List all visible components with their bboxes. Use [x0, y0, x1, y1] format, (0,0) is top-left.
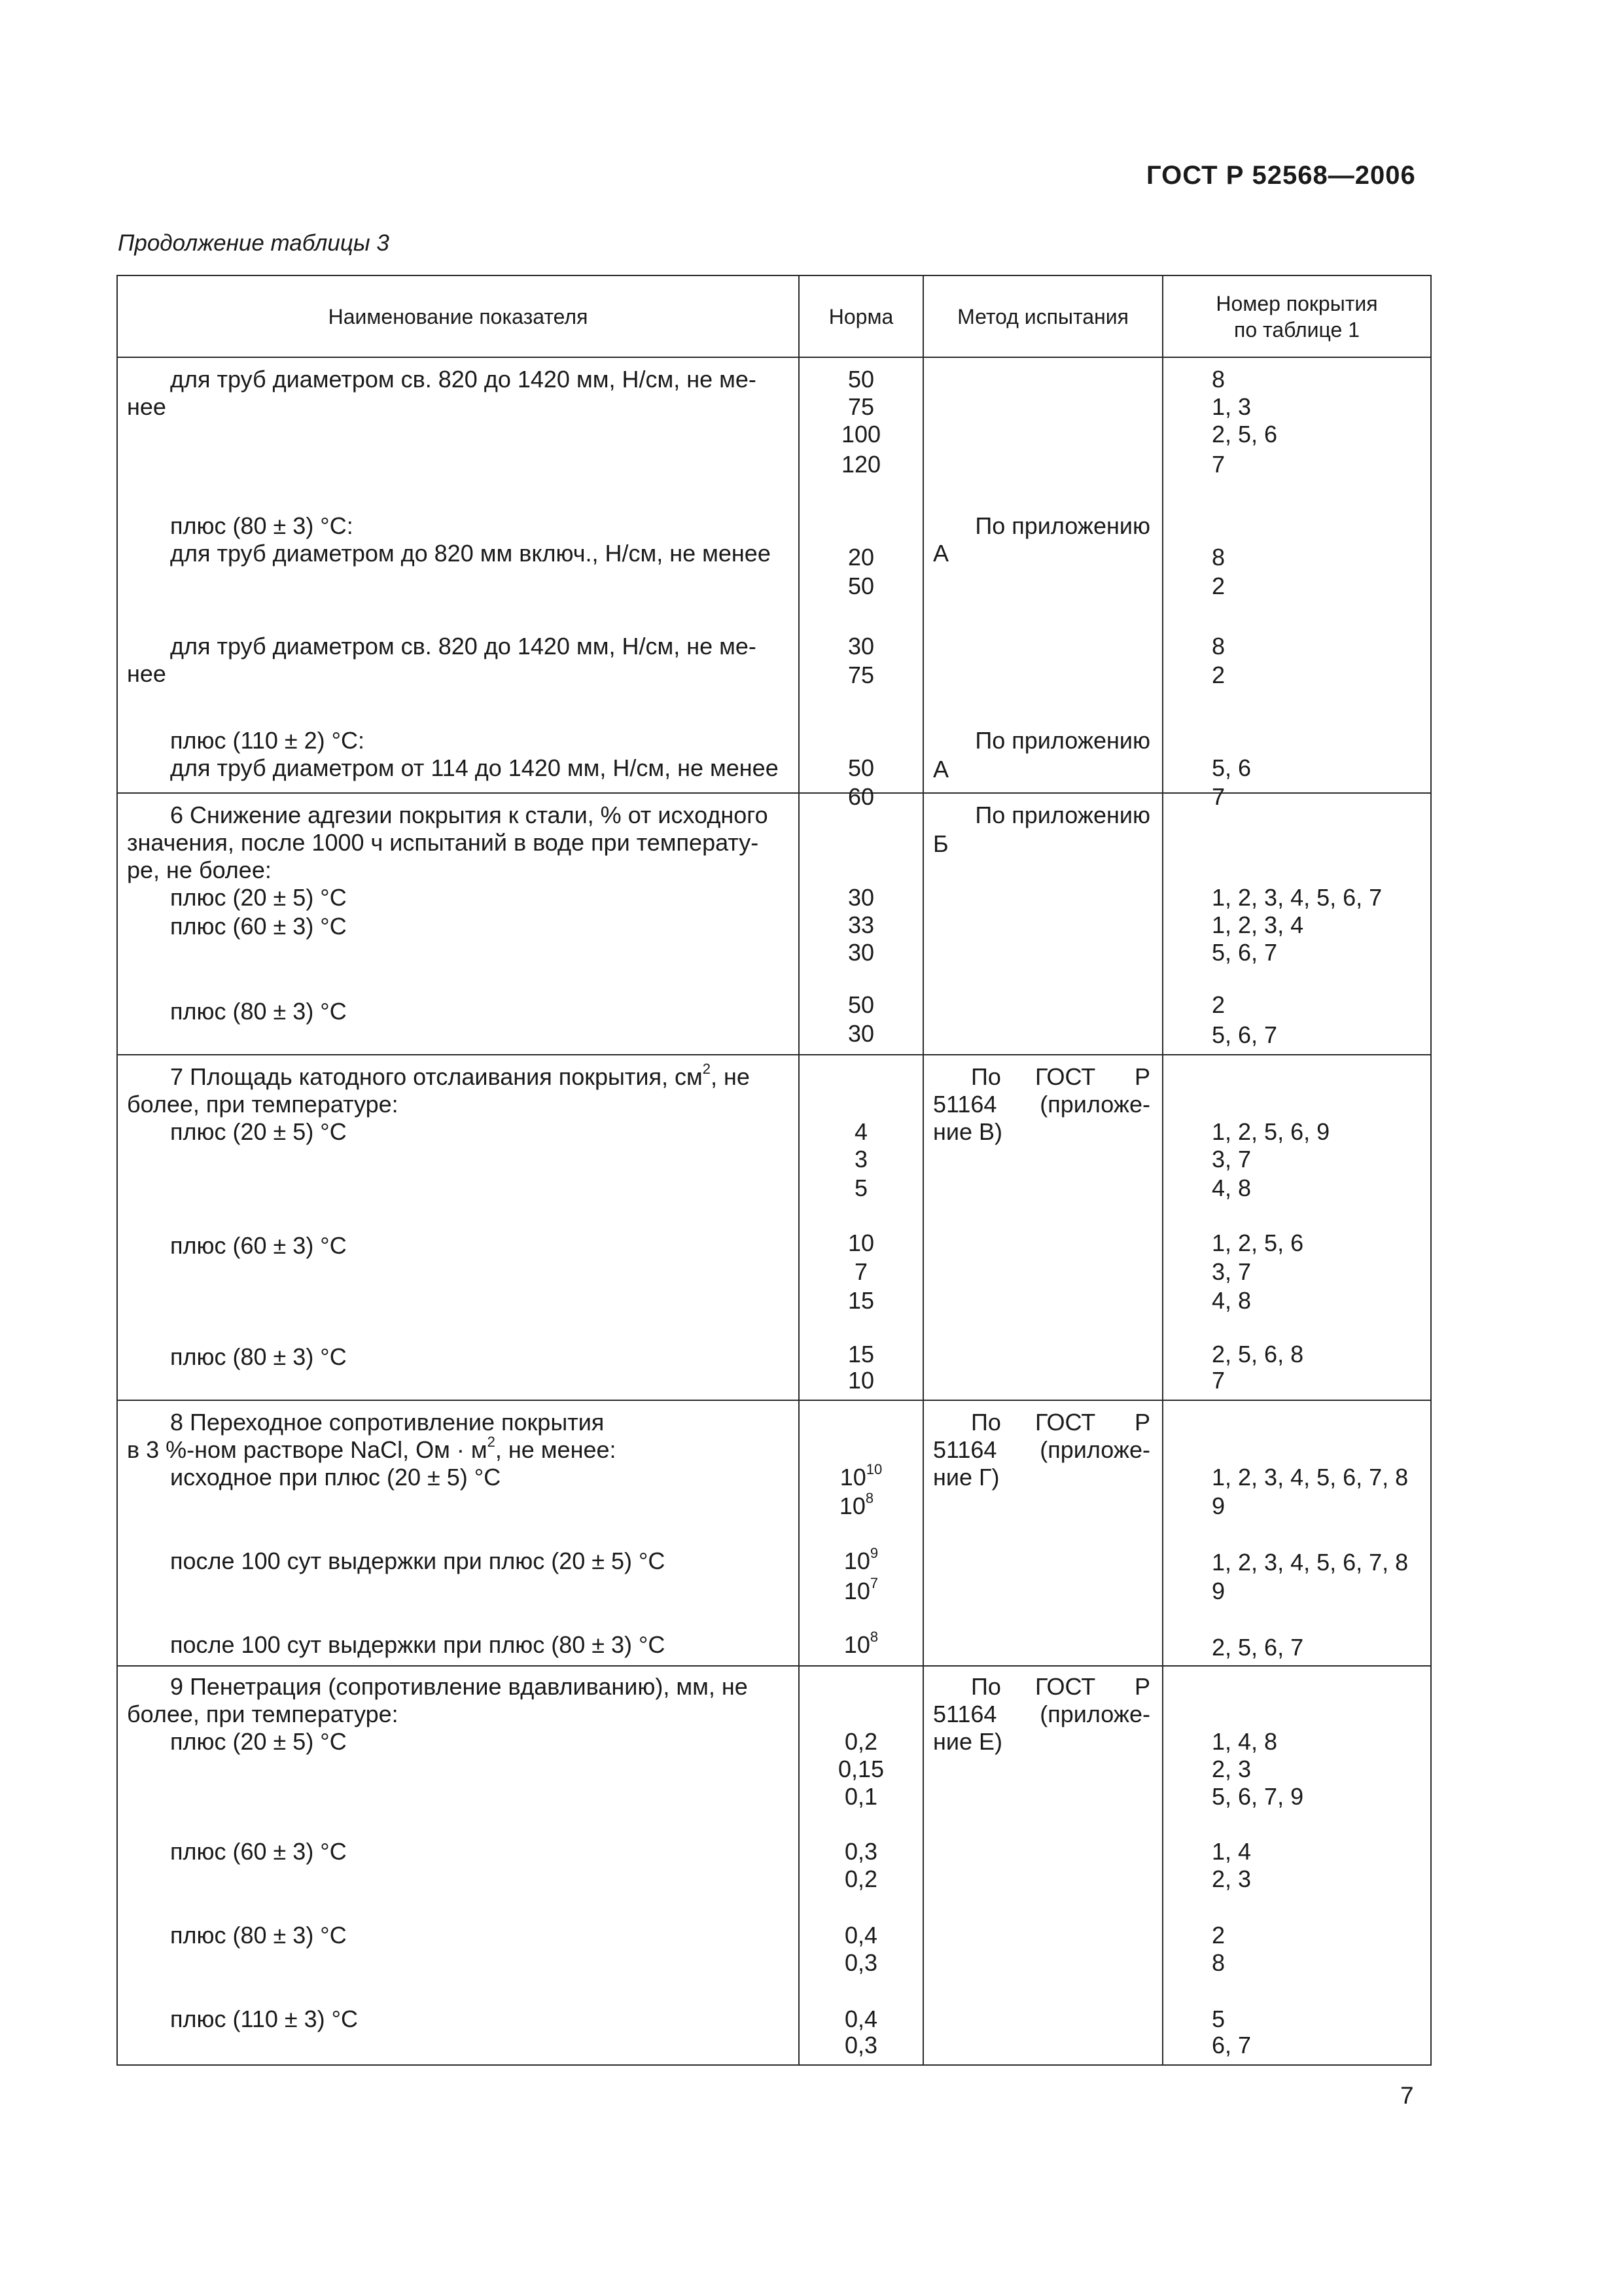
row-coating-cell: [1163, 357, 1431, 810]
norm-value: $10^8$: [839, 1490, 874, 1519]
norm-value: 20: [847, 544, 875, 571]
row-method-cell: [923, 1055, 1163, 1400]
name-line: для труб диаметром до 820 мм включ., Н/см, не менее: [170, 540, 771, 567]
method-text: ГОСТ: [1035, 1409, 1096, 1436]
name-line: 7 Площадь катодного отслаивания покрытия, $см^2$, не: [170, 1061, 750, 1090]
coating-value: 6, 7: [1212, 2032, 1252, 2058]
norm-value: 33: [847, 911, 875, 938]
row-name-cell: [117, 357, 799, 793]
requirements-table: [116, 275, 1432, 2066]
norm-value: $10^8$: [843, 1629, 879, 1658]
method-text: 51164: [933, 1091, 997, 1118]
norm-value: 0,2: [844, 1865, 878, 1892]
page-number: 7: [1400, 2082, 1414, 2109]
name-line: плюс (60 ± 3) °С: [170, 1232, 347, 1259]
norm-value: 10: [847, 1367, 875, 1394]
table-row: [117, 1400, 1431, 1666]
table-row: [117, 357, 1431, 793]
norm-value: 0,4: [844, 2005, 878, 2032]
name-line: 9 Пенетрация (сопротивление вдавливанию), мм, не: [170, 1673, 748, 1700]
norm-value: 0,2: [844, 1728, 878, 1755]
name-line: нее: [127, 660, 166, 687]
coating-value: 2: [1212, 991, 1226, 1018]
row-coating-cell: [1163, 1666, 1431, 2065]
row-name-cell: [117, 1400, 799, 1666]
header-name: Наименование показателя: [117, 275, 799, 357]
norm-value: 50: [847, 366, 875, 393]
name-line: плюс (110 ± 2) °С:: [170, 727, 365, 754]
coating-value: 7: [1212, 783, 1226, 810]
norm-value: 15: [847, 1287, 875, 1314]
method-text: По приложению: [975, 512, 1150, 539]
coating-value: 3, 7: [1212, 1146, 1252, 1173]
header-coating-line1: Номер покрытия: [1216, 291, 1378, 315]
norm-value: 4: [854, 1118, 868, 1145]
coating-value: 5: [1212, 2005, 1226, 2032]
name-line: плюс (20 ± 5) °С: [170, 1118, 347, 1145]
row-norm-cell: [799, 1055, 923, 1400]
norm-value: 0,15: [838, 1756, 885, 1782]
norm-value: 75: [847, 662, 875, 688]
name-line: плюс (110 ± 3) °С: [170, 2005, 359, 2032]
row-norm-cell: [799, 1666, 923, 2065]
norm-value: 50: [847, 754, 875, 781]
header-coating: [1163, 275, 1431, 357]
method-text: А: [933, 540, 949, 567]
row-norm-cell: [799, 793, 923, 1055]
method-text: Р: [1134, 1063, 1150, 1090]
name-line: для труб диаметром от 114 до 1420 мм, Н/см, не менее: [170, 754, 779, 781]
norm-value: 30: [847, 884, 875, 911]
norm-value: 10: [847, 1229, 875, 1256]
coating-value: 2: [1212, 662, 1226, 688]
table-caption: Продолжение таблицы 3: [118, 230, 389, 256]
coating-value: 1, 2, 3, 4, 5, 6, 7, 8: [1212, 1464, 1409, 1491]
method-text: ние Г): [933, 1464, 1000, 1491]
coating-value: 2, 3: [1212, 1865, 1252, 1892]
name-line: плюс (60 ± 3) °С: [170, 913, 347, 940]
name-line: после 100 сут выдержки при плюс (20 ± 5) °С: [170, 1547, 665, 1574]
coating-value: 5, 6, 7: [1212, 939, 1278, 966]
name-line: ре, не более:: [127, 857, 272, 883]
name-line: плюс (80 ± 3) °С:: [170, 512, 353, 539]
table-row: [117, 1055, 1431, 1400]
coating-value: 5, 6, 7, 9: [1212, 1783, 1304, 1810]
coating-value: 5, 6, 7: [1212, 1021, 1278, 1048]
norm-value: 30: [847, 633, 875, 660]
coating-value: 3, 7: [1212, 1258, 1252, 1285]
header-method: Метод испытания: [923, 275, 1163, 357]
coating-value: 2, 5, 6: [1212, 421, 1278, 448]
name-line: исходное при плюс (20 ± 5) °С: [170, 1464, 501, 1491]
norm-value: 3: [854, 1146, 868, 1173]
name-line: плюс (60 ± 3) °С: [170, 1838, 347, 1865]
header-coating-line2: по таблице 1: [1234, 317, 1360, 342]
table-header-row: [117, 275, 1431, 357]
coating-value: 7: [1212, 1367, 1226, 1394]
table-row: [117, 1666, 1431, 2065]
method-text: По приложению: [975, 727, 1150, 754]
coating-value: 2, 3: [1212, 1756, 1252, 1782]
method-text: 51164: [933, 1701, 997, 1727]
method-text: Р: [1134, 1673, 1150, 1700]
row-coating-cell: [1163, 793, 1431, 1055]
name-line: плюс (80 ± 3) °С: [170, 998, 347, 1025]
coating-value: 5, 6: [1212, 754, 1252, 781]
coating-value: 2: [1212, 1922, 1226, 1949]
name-line: для труб диаметром св. 820 до 1420 мм, Н/см, не ме-: [170, 366, 756, 393]
method-text: По: [971, 1063, 1001, 1090]
norm-value: 75: [847, 393, 875, 420]
coating-value: 2, 5, 6, 7: [1212, 1634, 1304, 1661]
norm-value: 0,1: [844, 1783, 878, 1810]
norm-value: 0,3: [844, 1949, 878, 1976]
row-coating-cell: [1163, 1055, 1431, 1400]
norm-value: 100: [841, 421, 881, 448]
coating-value: 4, 8: [1212, 1287, 1252, 1314]
method-text: ГОСТ: [1035, 1673, 1096, 1700]
norm-value: 30: [847, 1020, 875, 1047]
coating-value: 1, 2, 3, 4, 5, 6, 7: [1212, 884, 1383, 911]
coating-value: 8: [1212, 633, 1226, 660]
row-norm-cell: [799, 1400, 923, 1666]
name-line: плюс (80 ± 3) °С: [170, 1922, 347, 1949]
coating-value: 7: [1212, 451, 1226, 478]
row-name-cell: [117, 1666, 799, 2065]
row-method-cell: [923, 1666, 1163, 2065]
name-line: для труб диаметром св. 820 до 1420 мм, Н/см, не ме-: [170, 633, 756, 660]
row-norm-cell: [799, 357, 923, 810]
norm-value: 30: [847, 939, 875, 966]
coating-value: 1, 2, 3, 4, 5, 6, 7, 8: [1212, 1549, 1409, 1576]
coating-value: 1, 4: [1212, 1838, 1252, 1865]
row-name-cell: [117, 793, 799, 1055]
name-line: после 100 сут выдержки при плюс (80 ± 3) °С: [170, 1631, 665, 1658]
row-method-cell: [923, 793, 1163, 1055]
norm-value: 120: [841, 451, 881, 478]
name-line: 8 Переходное сопротивление покрытия: [170, 1409, 605, 1436]
coating-value: 1, 2, 3, 4: [1212, 911, 1304, 938]
row-name-cell: [117, 1055, 799, 1400]
coating-value: 9: [1212, 1492, 1226, 1519]
norm-value: 60: [847, 783, 875, 810]
name-line: 6 Снижение адгезии покрытия к стали, % от исходного: [170, 802, 768, 828]
name-line: более, при температуре:: [127, 1091, 398, 1118]
norm-value: $10^9$: [843, 1545, 879, 1574]
name-line: в 3 %-ном растворе NaCl, Ом · $м^2$, не менее:: [127, 1434, 616, 1463]
name-line: плюс (80 ± 3) °С: [170, 1343, 347, 1370]
norm-value: 50: [847, 573, 875, 599]
method-text: ние В): [933, 1118, 1003, 1145]
coating-value: 1, 2, 5, 6, 9: [1212, 1118, 1330, 1145]
norm-value: 0,3: [844, 2032, 878, 2058]
method-text: По: [971, 1409, 1001, 1436]
method-text: 51164: [933, 1436, 997, 1463]
method-text: (приложе-: [1040, 1091, 1150, 1118]
method-text: А: [933, 756, 949, 783]
norm-value: 0,4: [844, 1922, 878, 1949]
method-text: (приложе-: [1040, 1436, 1150, 1463]
norm-value: 5: [854, 1174, 868, 1201]
row-method-cell: [923, 1400, 1163, 1666]
coating-value: 2: [1212, 573, 1226, 599]
name-line: более, при температуре:: [127, 1701, 398, 1727]
coating-value: 1, 3: [1212, 393, 1252, 420]
name-line: плюс (20 ± 5) °С: [170, 884, 347, 911]
norm-value: 7: [854, 1258, 868, 1285]
norm-value: 50: [847, 991, 875, 1018]
coating-value: 8: [1212, 366, 1226, 393]
norm-value: $10^7$: [843, 1575, 879, 1604]
name-line: нее: [127, 393, 166, 420]
method-text: ГОСТ: [1035, 1063, 1096, 1090]
method-text: (приложе-: [1040, 1701, 1150, 1727]
name-line: плюс (20 ± 5) °С: [170, 1728, 347, 1755]
norm-value: 0,3: [844, 1838, 878, 1865]
method-text: Б: [933, 830, 949, 857]
coating-value: 8: [1212, 1949, 1226, 1976]
method-text: ние Е): [933, 1728, 1003, 1755]
document-designation: ГОСТ Р 52568—2006: [1146, 161, 1416, 190]
table-row: [117, 793, 1431, 1055]
norm-value: $10^{10}$: [839, 1461, 883, 1491]
coating-value: 9: [1212, 1578, 1226, 1604]
method-text: Р: [1134, 1409, 1150, 1436]
header-norm: Норма: [799, 275, 923, 357]
row-coating-cell: [1163, 1400, 1431, 1666]
coating-value: 4, 8: [1212, 1174, 1252, 1201]
method-text: По: [971, 1673, 1001, 1700]
coating-value: 2, 5, 6, 8: [1212, 1341, 1304, 1368]
coating-value: 1, 2, 5, 6: [1212, 1229, 1304, 1256]
coating-value: 1, 4, 8: [1212, 1728, 1278, 1755]
name-line: значения, после 1000 ч испытаний в воде при температу-: [127, 829, 759, 856]
coating-value: 8: [1212, 544, 1226, 571]
norm-value: 15: [847, 1341, 875, 1368]
row-method-cell: [923, 357, 1163, 793]
method-text: По приложению: [975, 802, 1150, 828]
